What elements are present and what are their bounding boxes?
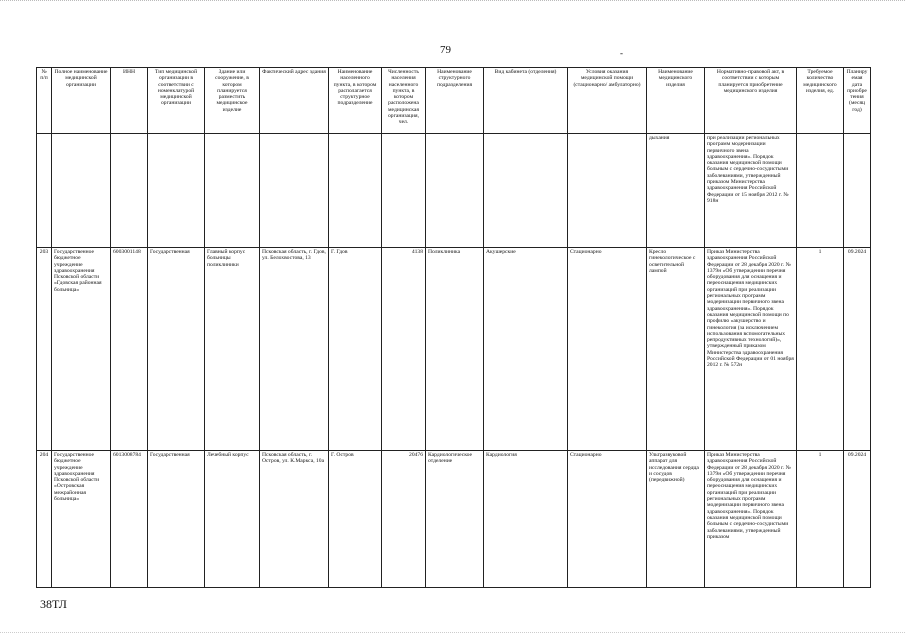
scan-edge-bottom	[0, 632, 905, 634]
cell-population: 20476	[382, 451, 426, 588]
cell-address: Псковская область, г. Гдов, ул. Белохвостова, 13	[260, 248, 329, 451]
scan-edge-top	[0, 0, 905, 2]
header-cell: Наименование структурного подразделения	[426, 68, 484, 134]
table-row	[37, 134, 871, 248]
cell-device: дыхания	[647, 134, 705, 248]
header-cell: Полное наименование медицинской организации	[52, 68, 111, 134]
header-cell: № п/п	[37, 68, 52, 134]
cell-number: 203	[37, 248, 52, 451]
table-header-row	[37, 68, 871, 134]
cell-cabinet: Акушерские	[484, 248, 568, 451]
cell-org-type: Государственная	[148, 451, 205, 588]
cell-quantity: 1	[797, 451, 844, 588]
cell-cabinet: Кардиология	[484, 451, 568, 588]
header-cell: Условия оказания медицинской помощи (стационарно/ амбулаторно)	[568, 68, 647, 134]
cell-subdivision: Кардиологическое отделение	[426, 451, 484, 588]
footer-code: 38ТЛ	[40, 597, 67, 611]
cell-cabinet	[484, 134, 568, 248]
cell-number: 204	[37, 451, 52, 588]
cell-address	[260, 134, 329, 248]
cell-date	[844, 134, 871, 248]
table-row	[37, 248, 871, 451]
cell-org-type	[148, 134, 205, 248]
cell-org-name	[52, 134, 111, 248]
cell-legal-act: при реализации региональных программ модернизации первичного звена здравоохранения». Порядок оказания медицинской помощи больным с сердечно-сосудистыми заболеваниями, утвержденный приказом Министерства здравоохранения Российской Федерации от 15 ноября 2012 г. № 918н	[705, 134, 797, 248]
cell-locality: Г. Остров	[329, 451, 382, 588]
header-cell: Тип медицинской организации в соответствии с номенклатурой медицинской организации	[148, 68, 205, 134]
cell-org-name: Государственное бюджетное учреждение здравоохранения Псковской области «Гдовская районная больница»	[52, 248, 111, 451]
header-cell: Здание или сооружение, в котором планируется разместить медицинское изделие	[205, 68, 260, 134]
cell-locality	[329, 134, 382, 248]
header-cell: Наименование медицинского изделия	[647, 68, 705, 134]
cell-quantity: 1	[797, 248, 844, 451]
header-cell: Наименование населенного пункта, в котором располагается структурное подразделение	[329, 68, 382, 134]
header-cell: ИНН	[111, 68, 148, 134]
cell-locality: Г. Гдов	[329, 248, 382, 451]
cell-subdivision	[426, 134, 484, 248]
cell-date: 09.2024	[844, 451, 871, 588]
cell-conditions	[568, 134, 647, 248]
cell-building: Главный корпус больницы поликлиники	[205, 248, 260, 451]
header-cell: Нормативно-правовой акт, в соответствии с которым планируется приобретение медицинского изделия	[705, 68, 797, 134]
header-cell: Требуемое количество медицинского изделия, ед.	[797, 68, 844, 134]
cell-inn: 6013008784	[111, 451, 148, 588]
cell-conditions: Стационарно	[568, 451, 647, 588]
cell-inn	[111, 134, 148, 248]
cell-legal-act: Приказ Министерства здравоохранения Российской Федерации от 28 декабря 2020 г. № 1379н «Об утверждении перечня оборудования для оснащения и переоснащения медицинских организаций при реализации региональных программ модернизации первичного звена здравоохранения». Порядок оказания медицинской помощи по профилю «акушерство и гинекология (за исключением использования вспомогательных репродуктивных технологий)», утвержденный приказом Министерства здравоохранения Российской Федерации от 01 ноября 2012 г. № 572н	[705, 248, 797, 451]
cell-org-name: Государственное бюджетное учреждение здравоохранения Псковской области «Островская межрайонная больница»	[52, 451, 111, 588]
cell-subdivision: Поликлиника	[426, 248, 484, 451]
cell-population: 4138	[382, 248, 426, 451]
table-row	[37, 451, 871, 588]
cell-population	[382, 134, 426, 248]
header-cell: Планируемая дата приобретения (месяц год)	[844, 68, 871, 134]
cell-device: Ультразвуковой аппарат для исследования сердца и сосудов (передвижной)	[647, 451, 705, 588]
cell-building: Лечебный корпус	[205, 451, 260, 588]
cell-date: 09.2024	[844, 248, 871, 451]
cell-legal-act: Приказ Министерства здравоохранения Российской Федерации от 28 декабря 2020 г. № 1379н «Об утверждении перечня оборудования для оснащения и переоснащения медицинских организаций при реализации региональных программ модернизации первичного звена здравоохранения». Порядок оказания медицинской помощи больным с сердечно-сосудистыми заболеваниями, утвержденный приказом	[705, 451, 797, 588]
cell-org-type: Государственная	[148, 248, 205, 451]
cell-conditions: Стационарно	[568, 248, 647, 451]
cell-building	[205, 134, 260, 248]
cell-address: Псковская область, г. Остров, ул. К.Маркса, 10а	[260, 451, 329, 588]
page-mark: -	[620, 48, 623, 58]
cell-number	[37, 134, 52, 248]
header-cell: Фактический адрес здания	[260, 68, 329, 134]
equipment-table	[36, 67, 871, 588]
cell-quantity	[797, 134, 844, 248]
header-cell: Вид кабинета (отделения)	[484, 68, 568, 134]
cell-device: Кресло гинекологическое с осветительной лампой	[647, 248, 705, 451]
page-number: 79	[440, 44, 451, 56]
header-cell: Численность населения населенного пункта, в котором расположена медицинская организация, чел.	[382, 68, 426, 134]
cell-inn: 6003001148	[111, 248, 148, 451]
